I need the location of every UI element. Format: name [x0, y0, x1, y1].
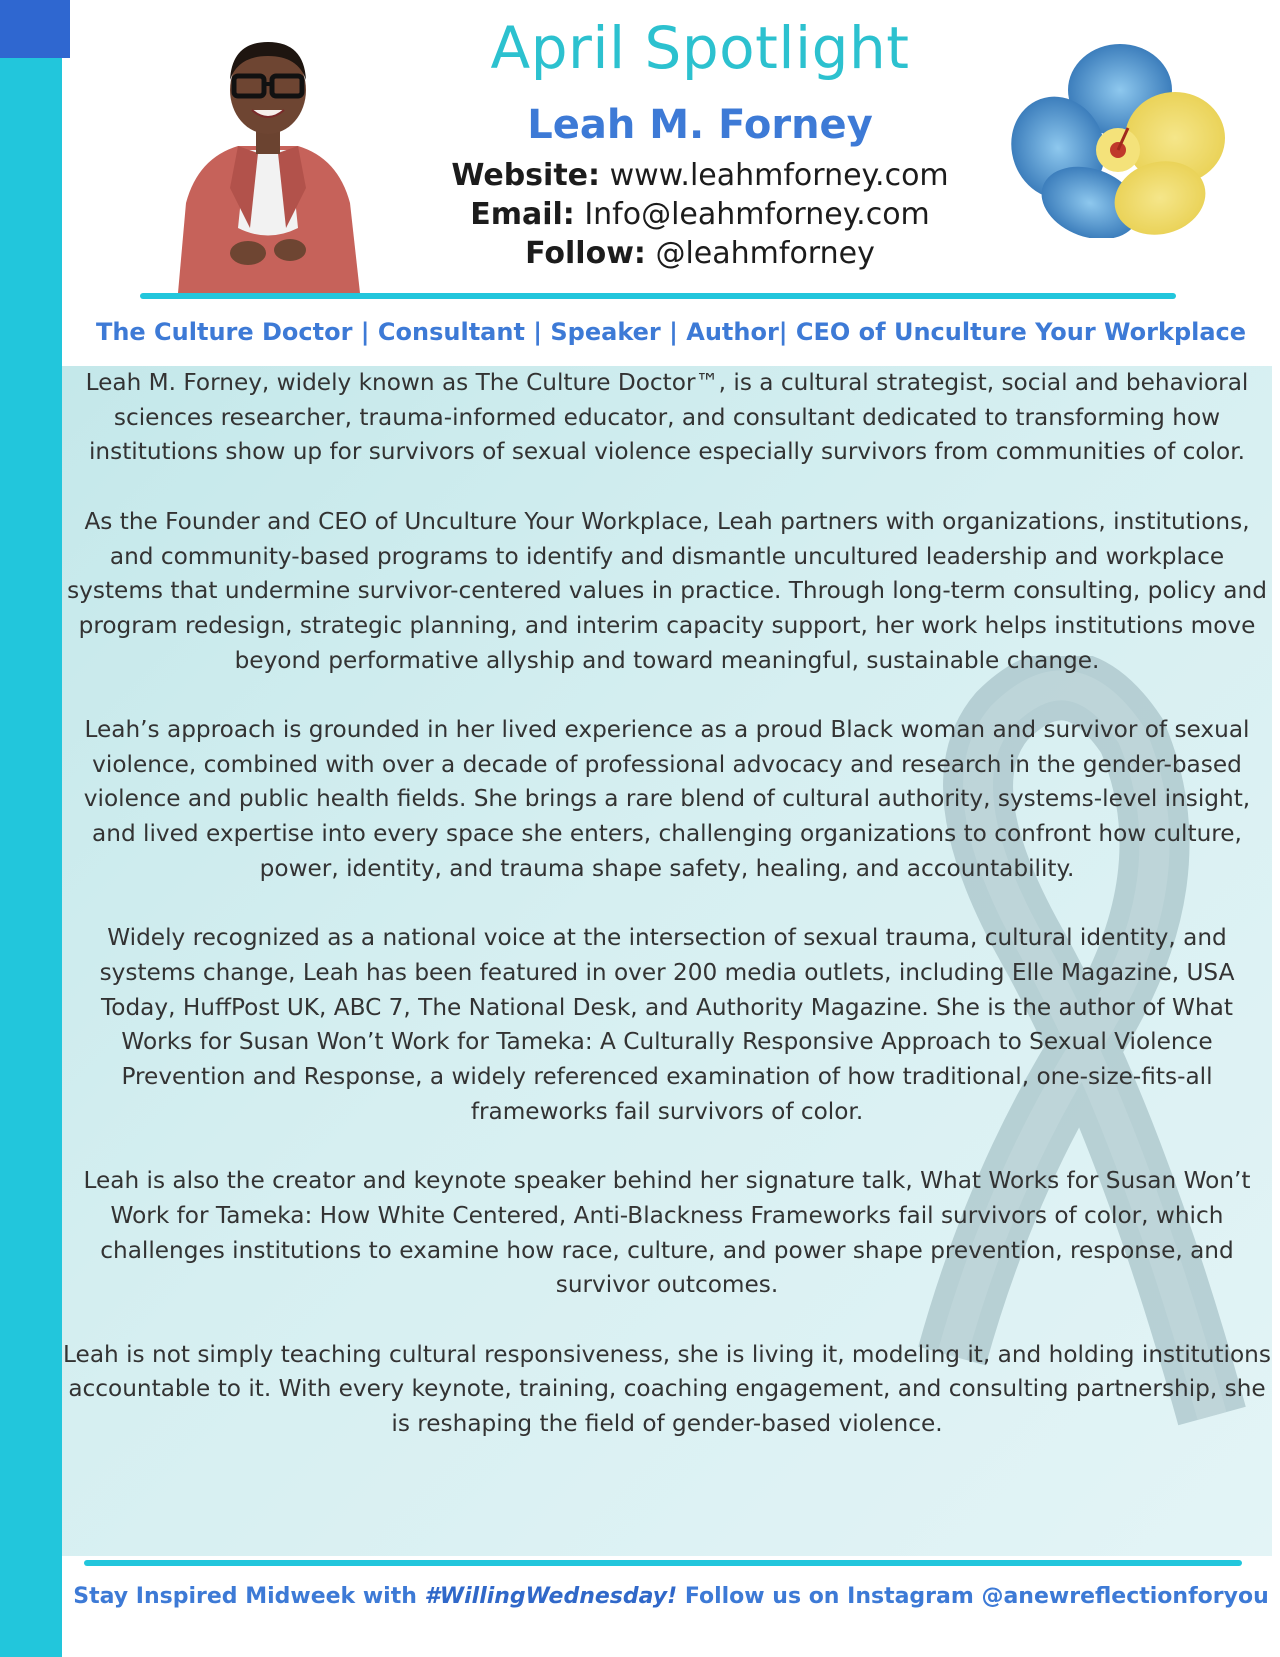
- tagline: The Culture Doctor | Consultant | Speaker | Author| CEO of Unculture Your Workplace: [95, 318, 1247, 346]
- website-label: Website:: [451, 158, 601, 193]
- email-line: [330, 197, 1070, 232]
- left-accent-bar: [0, 0, 62, 1657]
- website-link[interactable]: www.leahmforney.com: [609, 158, 949, 193]
- bio-paragraph: Widely recognized as a national voice at the intersection of sexual trauma, cultural identity, and systems change, Leah has been featured in over 200 media outlets, including Elle Magazine, USA Today, HuffPost UK, ABC 7, The National Desk, and Authority Magazine. She is the author of What Works for Susan Won’t Work for Tameka: A Culturally Responsive Approach to Sexual Violence Prevention and Response, a widely referenced examination of how traditional, one-size-fits-all frameworks fail survivors of color.: [99, 924, 1235, 1125]
- website-line: [330, 158, 1070, 193]
- page-title: April Spotlight: [490, 14, 910, 82]
- footer-cta: [62, 1584, 1280, 1609]
- bio-paragraph: Leah is also the creator and keynote speaker behind her signature talk, What Works for Susan Won’t Work for Tameka: How White Centered, Anti-Blackness Frameworks fail survivors of color, which challenges institutions to examine how race, culture, and power shape prevention, response, and survivor outcomes.: [83, 1167, 1251, 1299]
- footer-divider: [84, 1560, 1242, 1566]
- corner-accent-block: [0, 0, 70, 58]
- follow-line: [330, 236, 1070, 271]
- bio-text: [62, 366, 1272, 1476]
- bio-paragraph: Leah is not simply teaching cultural responsiveness, she is living it, modeling it, and holding institutions accountable to it. With every keynote, training, coaching engagement, and consulting partnership, she is reshaping the field of gender-based violence.: [63, 1340, 1271, 1438]
- footer-hashtag[interactable]: #WillingWednesday!: [424, 1584, 678, 1609]
- footer-prefix: Stay Inspired Midweek with: [73, 1584, 425, 1609]
- footer-suffix: Follow us on Instagram @anewreflectionforyou: [677, 1584, 1269, 1609]
- email-label: Email:: [470, 197, 575, 232]
- follow-label: Follow:: [525, 236, 646, 271]
- header-divider: [140, 293, 1176, 299]
- hibiscus-flower-icon: [1010, 38, 1230, 238]
- bio-paragraph: As the Founder and CEO of Unculture Your Workplace, Leah partners with organizations, institutions, and community-based programs to identify and dismantle uncultured leadership and workplace systems that undermine survivor-centered values in practice. Through long-term consulting, policy and program redesign, strategic planning, and interim capacity support, her work helps institutions move beyond performative allyship and toward meaningful, sustainable change.: [67, 507, 1267, 674]
- bio-paragraph: Leah M. Forney, widely known as The Culture Doctor™, is a cultural strategist, social and behavioral sciences researcher, trauma-informed educator, and consultant dedicated to transforming how institutions show up for survivors of sexual violence especially survivors from communities of color.: [85, 369, 1249, 466]
- bio-panel: [62, 366, 1272, 1556]
- follow-handle[interactable]: @leahmforney: [655, 236, 875, 271]
- bio-paragraph: Leah’s approach is grounded in her lived experience as a proud Black woman and survivor of sexual violence, combined with over a decade of professional advocacy and research in the gender-based violence and public health fields. She brings a rare blend of cultural authority, systems-level insight, and lived expertise into every space she enters, challenging organizations to confront how culture, power, identity, and trauma shape safety, healing, and accountability.: [83, 716, 1251, 882]
- spotlight-name: Leah M. Forney: [527, 102, 873, 148]
- email-link[interactable]: Info@leahmforney.com: [584, 197, 930, 232]
